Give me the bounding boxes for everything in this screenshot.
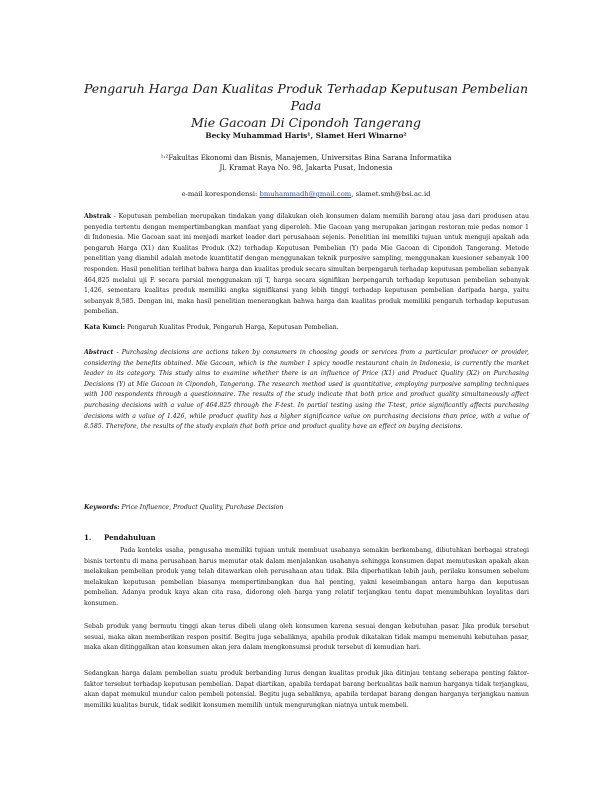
abstract-id-text: - Keputusan pembelian merupakan tindakan yang dilakukan oleh konsumen dalam memilih barang atau jasa dari produsen atau penyedia tertentu dengan mempertimbangkan manfaat yang diperoleh. Mie Gacoan yang merupakan jaringan restoran mie pedas nomor 1 di Indonesia. Mie Gacoan saat ini menjadi market leader dari perusahaan sejenis. Penelitian ini memiliki tujuan untuk menguji apakah ada pengaruh Harga (X1) dan Kualitas Produk (X2) terhadap Keputusan Pembelian (Y) pada Mie Gacoan di Cipondoh Tangerang. Metode penelitian yang diambil adalah metode kuantitatif dengan menggunakan teknik purposive sampling, menggunakan kuesioner sebanyak 100 responden. Hasil penelitian terlihat bahwa harga dan kualitas produk secara simultan berpengaruh terhadap keputusan pembelian sebanyak 464,825 melalui uji F. secara parsial menggunakan uji T, harga secara signifikan berpengaruh terhadap keputusan pembelian sebanyak 1,426, sementara kualitas produk memiliki angka signifikansi yang lebih tinggi terhadap keputusan pembelian daripada harga, yaitu sebanyak 8,585. Dengan ini, maka hasil penelitian menerangkan bahwa harga dan kualitas produk memiliki pengaruh terhadap keputusan pembelian.	[84, 213, 529, 316]
paper-title	[70, 80, 542, 131]
abstract-en-label: Abstract	[84, 349, 114, 356]
authors: Becky Muhammad Haris¹, Slamet Heri Winarno²	[205, 131, 407, 140]
affiliation-line-2: Jl. Kramat Raya No. 98, Jakarta Pusat, Indonesia	[219, 164, 393, 172]
section-number: 1.	[84, 533, 92, 542]
affiliation-line-1: ¹˒²Fakultas Ekonomi dan Bisnis, Manajemen, Universitas Bina Sarana Informatika	[160, 154, 452, 162]
abstract-en-text: - Purchasing decisions are actions taken by consumers in choosing goods or services from a particular producer or provider, considering the benefits obtained. Mie Gacoan, which is the number 1 spicy noodle restaurant chain in Indonesia, is currently the market leader in its category. This study aims to examine whether there is an influence of Price (X1) and Product Quality (X2) on Purchasing Decisions (Y) at Mie Gacoan in Cipondoh, Tangerang. The research method used is quantitative, employing purposive sampling techniques with 100 respondents through a questionnaire. The results of the study indicate that both price and product quality simultaneously affect purchasing decisions with a value of 464.825 through the F-test. In partial testing using the T-test, price significantly affects purchasing decisions with a value of 1.426, while product quality has a higher significance value on purchasing decisions than price, with a value of 8.585. Therefore, the results of the study explain that both price and product quality have an effect on buying decisions.	[84, 349, 529, 431]
abstract-indonesian	[84, 212, 529, 318]
keywords-en-label: Keywords:	[84, 504, 120, 511]
keywords-english	[84, 503, 529, 514]
abstract-english	[84, 348, 529, 433]
section-heading	[84, 533, 156, 542]
keywords-id-label: Kata Kunci:	[84, 324, 126, 331]
section-title: Pendahuluan	[104, 533, 156, 542]
title-line-2: Mie Gacoan Di Cipondoh Tangerang	[190, 115, 422, 130]
affiliation	[70, 153, 542, 173]
email-link[interactable]: bmuhammadh@gmail.com	[259, 190, 352, 198]
title-line-1: Pengaruh Harga Dan Kualitas Produk Terhadap Keputusan Pembelian Pada	[83, 81, 529, 113]
email-prefix: e-mail korespondensi:	[181, 190, 260, 198]
email-secondary: , slamet.smh@bsi.ac.id	[351, 190, 431, 198]
body-paragraph-1: Pada konteks usaha, pengusaha memiliki tujuan untuk membuat usahanya semakin berkembang, dibutuhkan berbagai strategi bisnis tertentu di mana perusahaan harus memutar otak dalam menjalankan usahanya sehingga konsumen dapat memutuskan apakah akan melakukan pembelian produk yang telah ditawarkan oleh perusahaan atau tidak. Bila diperhatikan lebih jauh, perilaku konsumen sebelum melakukan keputusan pembelian biasanya mempertimbangkan dua hal penting, yakni keseimbangan antara harga dan keputusan pembelian. Adanya produk kaya akan cita rasa, didorong oleh harga yang relatif terjangkau tentu dapat menumbuhkan loyalitas dari konsumen.	[84, 547, 529, 607]
correspondence-email	[70, 190, 542, 198]
keywords-en-text: Price Influence, Product Quality, Purchase Decision	[119, 504, 284, 511]
keywords-indonesian	[84, 323, 529, 334]
body-paragraph-2: Sebab produk yang bermutu tinggi akan terus dibeli ulang oleh konsumen karena sesuai dengan kebutuhan pasar. Jika produk tersebut sesuai, maka akan memberikan respon positif. Begitu juga sebaliknya, apabila produk dikatakan tidak mampu memenuhi kebutuhan pasar, maka akan ditinggalkan atau konsumen akan jera dalam mengkonsumsi produk tersebut di kemudian hari.	[84, 623, 529, 652]
abstract-id-label: Abstrak	[84, 213, 112, 220]
body-paragraph-3: Sedangkan harga dalam pembelian suatu produk berbanding lurus dengan kualitas produk jika ditinjau tentang seberapa penting faktor-faktor tersebut terhadap keputusan pembelian. Dapat diartikan, apabila terdapat barang berkualitas baik namun harganya tidak terjangkau, akan dapat memukul mundur calon pembeli potensial. Begitu juga sebaliknya, apabila terdapat barang dengan harganya terjangkau namun memiliki kualitas buruk, tidak sedikit konsumen memilih untuk mengurungkan niatnya untuk membeli.	[84, 670, 529, 709]
keywords-id-text: Pengaruh Kualitas Produk, Pengaruh Harga, Keputusan Pembelian.	[125, 324, 339, 331]
